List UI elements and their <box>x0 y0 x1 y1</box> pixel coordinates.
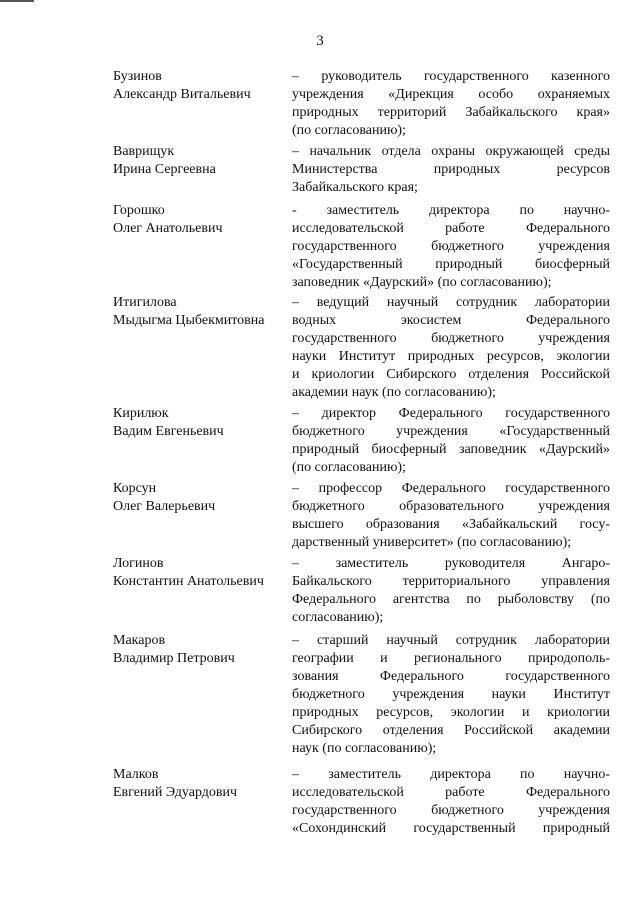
member-name <box>113 766 288 802</box>
member-position <box>292 143 610 197</box>
position-line: Байкальского территориального управления <box>292 574 610 589</box>
position-line: природных территорий Забайкальского края» <box>292 105 610 120</box>
member-name <box>113 294 288 330</box>
position-line: дарственный университет» (по согласованию); <box>292 535 572 550</box>
position-line: водных экосистем Федерального <box>292 313 610 328</box>
position-line: – директор Федерального государственного <box>292 406 610 421</box>
member-name <box>113 143 288 179</box>
position-line: высшего образования «Забайкальский госу- <box>292 517 610 532</box>
position-line: академии наук (по согласованию); <box>292 385 496 400</box>
member-position <box>292 632 610 758</box>
position-line: исследовательской работе Федерального <box>292 785 610 800</box>
position-line: бюджетного образовательного учреждения <box>292 499 610 514</box>
position-line: природных ресурсов, экологии и криологии <box>292 705 610 720</box>
member-position <box>292 405 610 477</box>
position-line: природный биосферный заповедник «Даурский» <box>292 442 610 457</box>
member-surname: Малков <box>113 767 159 782</box>
member-name <box>113 68 288 104</box>
position-line: – заместитель директора по научно- <box>292 767 610 782</box>
position-line: государственного бюджетного учреждения <box>292 239 610 254</box>
member-surname: Логинов <box>113 556 164 571</box>
member-name <box>113 632 288 668</box>
member-surname: Ваврищук <box>113 144 175 159</box>
member-surname: Итигилова <box>113 295 177 310</box>
member-surname: Бузинов <box>113 69 162 84</box>
position-line: Сибирского отделения Российской академии <box>292 723 610 738</box>
member-position <box>292 480 610 552</box>
member-given-names: Константин Анатольевич <box>113 574 264 589</box>
member-surname: Корсун <box>113 481 157 496</box>
page-number: 3 <box>316 33 324 49</box>
member-given-names: Владимир Петрович <box>113 651 235 666</box>
position-line: – старший научный сотрудник лаборатории <box>292 633 610 648</box>
member-surname: Горошко <box>113 203 165 218</box>
member-given-names: Олег Анатольевич <box>113 221 223 236</box>
member-position <box>292 68 610 140</box>
member-name <box>113 555 288 591</box>
position-line: географии и регионального природополь- <box>292 651 610 666</box>
member-surname: Макаров <box>113 633 166 648</box>
position-line: учреждения «Дирекция особо охраняемых <box>292 87 610 102</box>
position-line: науки Институт природных ресурсов, экологии <box>292 349 610 364</box>
position-line: исследовательской работе Федерального <box>292 221 610 236</box>
position-line: (по согласованию); <box>292 123 406 138</box>
member-given-names: Олег Валерьевич <box>113 499 216 514</box>
position-line: - заместитель директора по научно- <box>292 203 610 218</box>
position-line: зования Федерального государственного <box>292 669 610 684</box>
position-line: бюджетного учреждения «Государственный <box>292 424 610 439</box>
position-line: (по согласованию); <box>292 460 406 475</box>
member-position <box>292 766 610 838</box>
position-line: согласованию); <box>292 610 384 625</box>
member-name <box>113 405 288 441</box>
member-position <box>292 202 610 292</box>
position-line: наук (по согласованию); <box>292 741 437 756</box>
member-given-names: Александр Витальевич <box>113 87 251 102</box>
position-line: – руководитель государственного казенного <box>292 69 610 84</box>
position-line: Забайкальского края; <box>292 180 418 195</box>
position-line: – профессор Федерального государственного <box>292 481 610 496</box>
member-position <box>292 555 610 627</box>
position-line: государственного бюджетного учреждения <box>292 803 610 818</box>
member-given-names: Евгений Эдуардович <box>113 785 238 800</box>
member-surname: Кирилюк <box>113 406 169 421</box>
position-line: Федерального агентства по рыболовству (по <box>292 592 610 607</box>
position-line: – заместитель руководителя Ангаро- <box>292 556 610 571</box>
position-line: Министерства природных ресурсов <box>292 162 610 177</box>
member-given-names: Вадим Евгеньевич <box>113 424 224 439</box>
position-line: «Государственный природный биосферный <box>292 257 610 272</box>
position-line: бюджетного учреждения науки Институт <box>292 687 610 702</box>
member-given-names: Ирина Сергеевна <box>113 162 216 177</box>
scan-corner-mark <box>0 0 34 2</box>
member-given-names: Мыдыгма Цыбекмитовна <box>113 313 265 328</box>
position-line: заповедник «Даурский» (по согласованию); <box>292 275 552 290</box>
position-line: государственного бюджетного учреждения <box>292 331 610 346</box>
position-line: «Сохондинский государственный природный <box>292 821 610 836</box>
position-line: – ведущий научный сотрудник лаборатории <box>292 295 610 310</box>
member-name <box>113 202 288 238</box>
position-line: – начальник отдела охраны окружающей среды <box>292 144 610 159</box>
member-name <box>113 480 288 516</box>
position-line: и криологии Сибирского отделения Российской <box>292 367 610 382</box>
member-position <box>292 294 610 402</box>
